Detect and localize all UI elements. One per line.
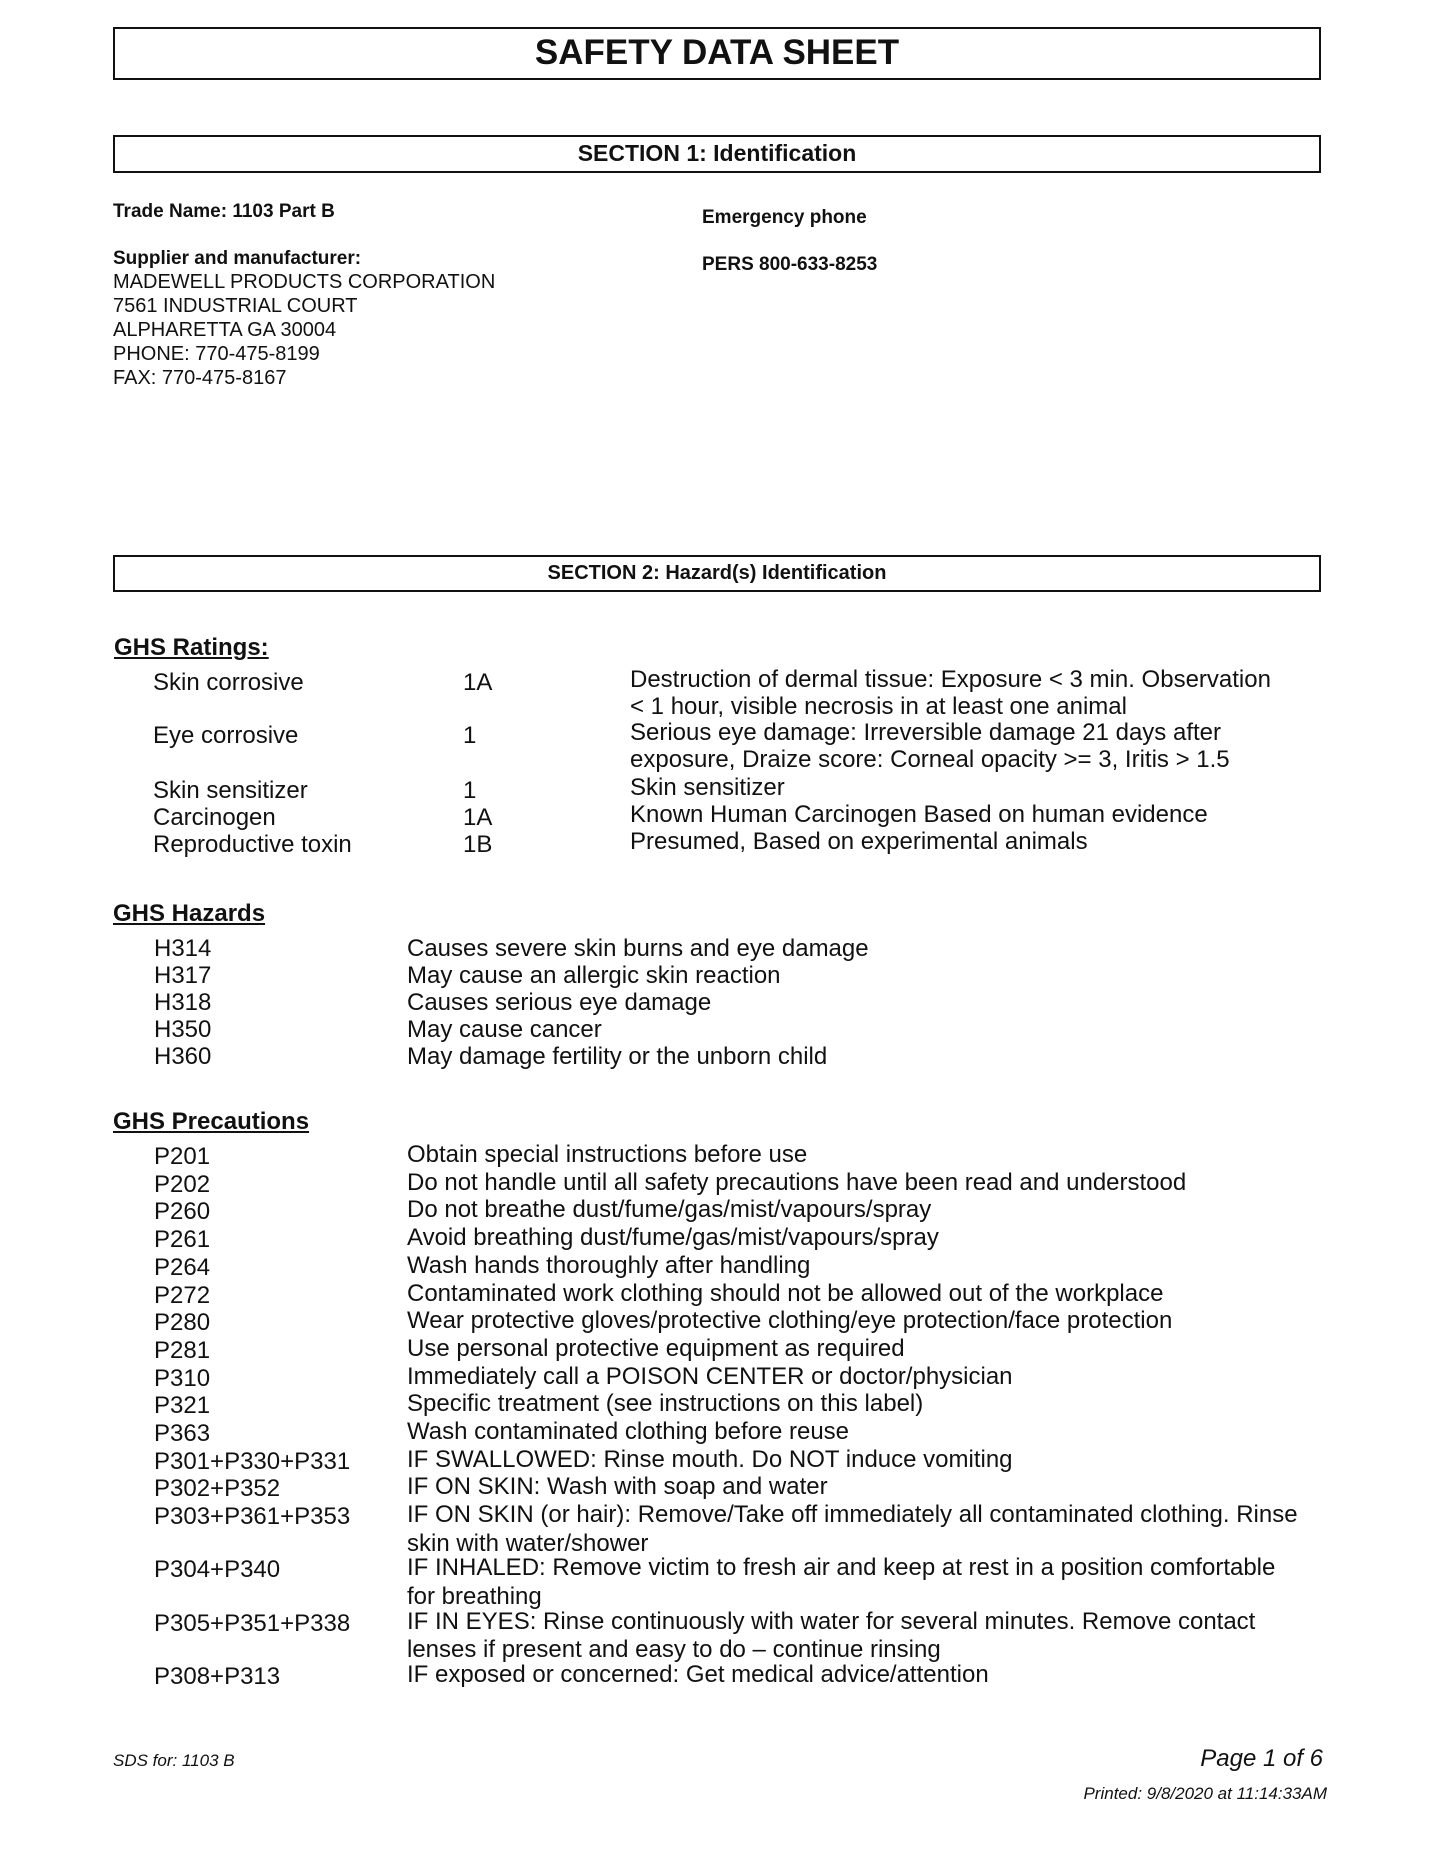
- rating-name: Eye corrosive: [153, 722, 299, 749]
- rating-category: 1B: [463, 831, 493, 858]
- precaution-code: P303+P361+P353: [154, 1503, 351, 1530]
- hazard-statement: May damage fertility or the unborn child: [407, 1043, 828, 1070]
- rating-description: Presumed, Based on experimental animals: [630, 828, 1088, 855]
- hazard-statement: Causes serious eye damage: [407, 989, 712, 1016]
- footer-page-number: Page 1 of 6: [1200, 1745, 1323, 1772]
- supplier-line: MADEWELL PRODUCTS CORPORATION: [113, 271, 496, 293]
- hazard-statement: May cause cancer: [407, 1016, 602, 1043]
- precaution-statement: IF INHALED: Remove victim to fresh air and keep at rest in a position comfortable: [407, 1554, 1276, 1581]
- rating-category: 1: [463, 777, 477, 804]
- precaution-code: P321: [154, 1392, 211, 1419]
- precaution-statement: Use personal protective equipment as required: [407, 1335, 905, 1362]
- precaution-code: P308+P313: [154, 1663, 281, 1690]
- precaution-statement: lenses if present and easy to do – continue rinsing: [407, 1636, 941, 1663]
- supplier-line: 7561 INDUSTRIAL COURT: [113, 295, 358, 317]
- precaution-statement: Do not handle until all safety precautions have been read and understood: [407, 1169, 1187, 1196]
- rating-category: 1: [463, 722, 477, 749]
- precaution-code: P202: [154, 1171, 211, 1198]
- trade-name: Trade Name: 1103 Part B: [113, 201, 335, 222]
- rating-description: Skin sensitizer: [630, 774, 785, 801]
- precaution-code: P281: [154, 1337, 211, 1364]
- precaution-code: P302+P352: [154, 1475, 281, 1502]
- precaution-code: P305+P351+P338: [154, 1610, 351, 1637]
- supplier-line: ALPHARETTA GA 30004: [113, 319, 337, 341]
- precaution-statement: IF SWALLOWED: Rinse mouth. Do NOT induce vomiting: [407, 1446, 1013, 1473]
- precaution-code: P310: [154, 1365, 211, 1392]
- precaution-statement: skin with water/shower: [407, 1530, 649, 1557]
- ghs-hazards-heading: GHS Hazards: [113, 900, 266, 927]
- rating-name: Skin sensitizer: [153, 777, 308, 804]
- precaution-code: P301+P330+P331: [154, 1448, 351, 1475]
- document-title: SAFETY DATA SHEET: [113, 27, 1321, 80]
- ghs-ratings-heading: GHS Ratings:: [114, 634, 269, 661]
- precaution-statement: Specific treatment (see instructions on this label): [407, 1390, 924, 1417]
- emergency-phone-label: Emergency phone: [702, 207, 867, 228]
- supplier-line: PHONE: 770-475-8199: [113, 343, 320, 365]
- precaution-statement: Avoid breathing dust/fume/gas/mist/vapours/spray: [407, 1224, 939, 1251]
- precaution-code: P261: [154, 1226, 211, 1253]
- rating-description: < 1 hour, visible necrosis in at least one animal: [630, 693, 1127, 720]
- hazard-statement: May cause an allergic skin reaction: [407, 962, 781, 989]
- precaution-statement: IF ON SKIN: Wash with soap and water: [407, 1473, 828, 1500]
- precaution-code: P264: [154, 1254, 211, 1281]
- precaution-statement: Do not breathe dust/fume/gas/mist/vapours/spray: [407, 1196, 932, 1223]
- footer-printed-date: Printed: 9/8/2020 at 11:14:33AM: [1083, 1784, 1327, 1803]
- hazard-code: H317: [154, 962, 212, 989]
- precaution-statement: Contaminated work clothing should not be allowed out of the workplace: [407, 1280, 1164, 1307]
- rating-description: Destruction of dermal tissue: Exposure < 3 min. Observation: [630, 666, 1271, 693]
- rating-description: Serious eye damage: Irreversible damage 21 days after: [630, 719, 1221, 746]
- rating-name: Carcinogen: [153, 804, 276, 831]
- precaution-statement: Immediately call a POISON CENTER or doctor/physician: [407, 1363, 1013, 1390]
- hazard-statement: Causes severe skin burns and eye damage: [407, 935, 869, 962]
- emergency-phone-number: PERS 800-633-8253: [702, 254, 878, 275]
- precaution-code: P363: [154, 1420, 211, 1447]
- precaution-statement: Wear protective gloves/protective clothing/eye protection/face protection: [407, 1307, 1173, 1334]
- precaution-statement: IF exposed or concerned: Get medical advice/attention: [407, 1661, 989, 1688]
- supplier-line: FAX: 770-475-8167: [113, 367, 287, 389]
- rating-name: Reproductive toxin: [153, 831, 352, 858]
- hazard-code: H318: [154, 989, 212, 1016]
- precaution-code: P260: [154, 1198, 211, 1225]
- supplier-label: Supplier and manufacturer:: [113, 248, 362, 269]
- precaution-statement: Wash contaminated clothing before reuse: [407, 1418, 850, 1445]
- hazard-code: H314: [154, 935, 212, 962]
- rating-name: Skin corrosive: [153, 669, 304, 696]
- precaution-code: P272: [154, 1282, 211, 1309]
- rating-description: Known Human Carcinogen Based on human evidence: [630, 801, 1208, 828]
- supplier-address: [113, 270, 495, 390]
- rating-category: 1A: [463, 669, 493, 696]
- precaution-code: P304+P340: [154, 1556, 281, 1583]
- precaution-statement: for breathing: [407, 1583, 542, 1610]
- precaution-statement: Wash hands thoroughly after handling: [407, 1252, 811, 1279]
- precaution-code: P280: [154, 1309, 211, 1336]
- section2-title: SECTION 2: Hazard(s) Identification: [113, 555, 1321, 592]
- rating-category: 1A: [463, 804, 493, 831]
- precaution-code: P201: [154, 1143, 211, 1170]
- precaution-statement: IF ON SKIN (or hair): Remove/Take off immediately all contaminated clothing. Rinse: [407, 1501, 1298, 1528]
- rating-description: exposure, Draize score: Corneal opacity >= 3, Iritis > 1.5: [630, 746, 1230, 773]
- section1-title: SECTION 1: Identification: [113, 135, 1321, 173]
- precaution-statement: Obtain special instructions before use: [407, 1141, 808, 1168]
- precaution-statement: IF IN EYES: Rinse continuously with water for several minutes. Remove contact: [407, 1608, 1256, 1635]
- hazard-code: H350: [154, 1016, 212, 1043]
- hazard-code: H360: [154, 1043, 212, 1070]
- footer-sds-for: SDS for: 1103 B: [113, 1751, 235, 1770]
- ghs-precautions-heading: GHS Precautions: [113, 1108, 310, 1135]
